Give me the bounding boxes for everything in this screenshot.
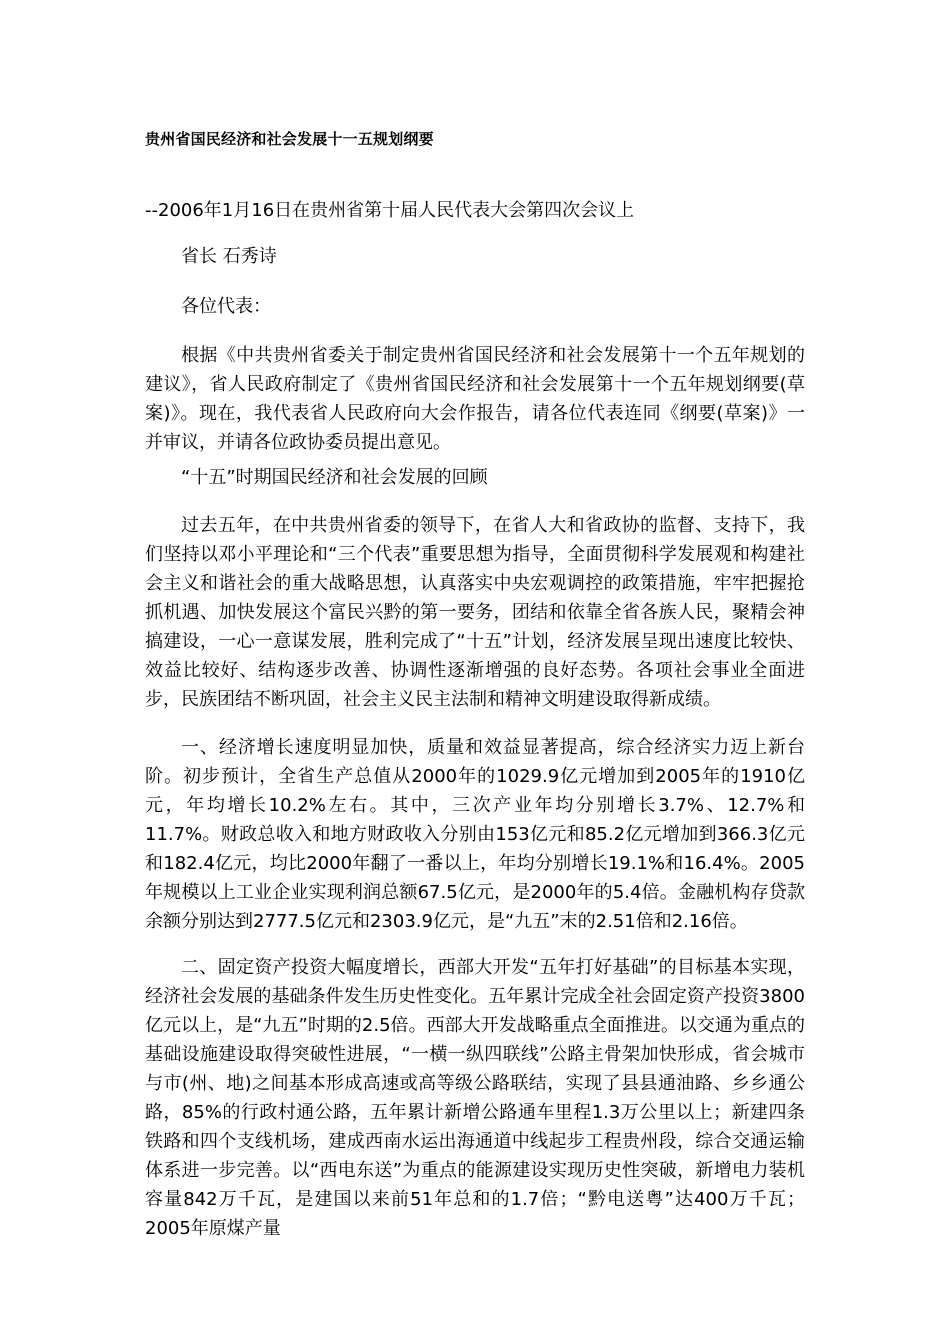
intro-paragraph: 根据《中共贵州省委关于制定贵州省国民经济和社会发展第十一个五年规划的建议》，省人民政府制定了《贵州省国民经济和社会发展第十一个五年规划纲要(草案)》。现在，我代表省人民政府向大会作报告，请各位代表连同《纲要(草案)》一并审议，并请各位政协委员提出意见。 xyxy=(145,345,805,453)
document-title: 贵州省国民经济和社会发展十一五规划纲要 xyxy=(145,130,434,148)
speaker-line: 省长 石秀诗 xyxy=(181,246,277,267)
document-subtitle: --2006年1月16日在贵州省第十届人民代表大会第四次会议上 xyxy=(145,200,635,221)
review-paragraph: 过去五年，在中共贵州省委的领导下，在省人大和省政协的监督、支持下，我们坚持以邓小平理论和“三个代表”重要思想为指导，全面贯彻科学发展观和构建社会主义和谐社会的重大战略思想，认真落实中央宏观调控的政策措施，牢牢把握抢抓机遇、加快发展这个富民兴黔的第一要务，团结和依靠全省各族人民，聚精会神搞建设，一心一意谋发展，胜利完成了“十五”计划，经济发展呈现出速度比较快、效益比较好、结构逐步改善、协调性逐渐增强的良好态势。各项社会事业全面进步，民族团结不断巩固，社会主义民主法制和精神文明建设取得新成绩。 xyxy=(145,515,805,710)
greeting: 各位代表： xyxy=(181,296,271,317)
point-two-paragraph: 二、固定资产投资大幅度增长，西部大开发“五年打好基础”的目标基本实现，经济社会发展的基础条件发生历史性变化。五年累计完成全社会固定资产投资3800亿元以上，是“九五”时期的2.5倍。西部大开发战略重点全面推进。以交通为重点的基础设施建设取得突破性进展，“一横一纵四联线”公路主骨架加快形成，省会城市与市(州、地)之间基本形成高速或高等级公路联结，实现了县县通油路、乡乡通公路，85%的行政村通公路，五年累计新增公路通车里程1.3万公里以上；新建四条铁路和四个支线机场，建成西南水运出海通道中线起步工程贵州段，综合交通运输体系进一步完善。以“西电东送”为重点的能源建设实现历史性突破，新增电力装机容量842万千瓦，是建国以来前51年总和的1.7倍；“黔电送粤”达400万千瓦；2005年原煤产量 xyxy=(145,957,805,1239)
section-heading: “十五”时期国民经济和社会发展的回顾 xyxy=(181,467,488,488)
point-one-paragraph: 一、经济增长速度明显加快，质量和效益显著提高，综合经济实力迈上新台阶。初步预计，全省生产总值从2000年的1029.9亿元增加到2005年的1910亿元，年均增长10.2%左右。其中，三次产业年均分别增长3.7%、12.7%和11.7%。财政总收入和地方财政收入分别由153亿元和85.2亿元增加到366.3亿元和182.4亿元，均比2000年翻了一番以上，年均分别增长19.1%和16.4%。2005年规模以上工业企业实现利润总额67.5亿元，是2000年的5.4倍。金融机构存贷款余额分别达到2777.5亿元和2303.9亿元，是“九五”末的2.51倍和2.16倍。 xyxy=(145,737,805,932)
